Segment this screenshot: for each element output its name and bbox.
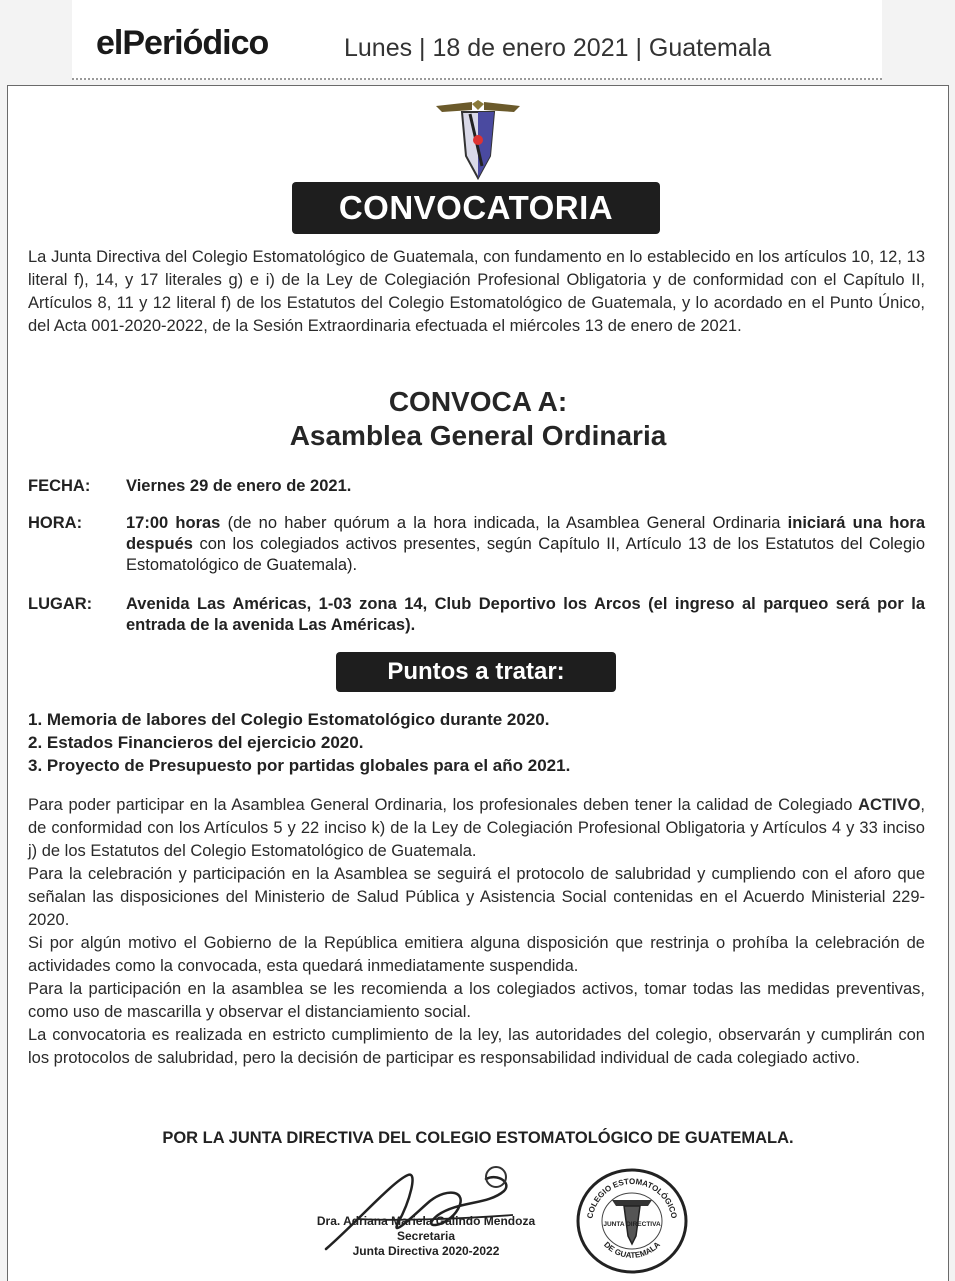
conditions-text [28,794,925,1070]
seal-text-mid: JUNTA DIRECTIVA [603,1221,661,1228]
agenda-item: 1. Memoria de labores del Colegio Estomatológico durante 2020. [28,710,550,729]
hora-text-1: (de no haber quórum a la hora indicada, la Asamblea General Ordinaria [220,514,788,532]
signer-block [281,1214,571,1259]
lugar-value: Avenida Las Américas, 1-03 zona 14, Club Deportivo los Arcos (el ingreso al parqueo será por la entrada de la avenida Las Américas). [126,595,925,634]
hora-time: 17:00 horas [126,514,221,532]
notice-title: CONVOCATORIA [292,182,660,234]
dateline: Lunes | 18 de enero 2021 | Guatemala [344,34,772,62]
points-heading: Puntos a tratar: [336,652,616,692]
preventive-measures-paragraph: Para la participación en la asamblea se les recomienda a los colegiados activos, tomar todas las medidas preventivas, como uso de mascarilla y observar el distanciamiento social. [28,980,925,1021]
participation-text-b: , de conformidad con los Artículos 5 y 22 inciso k) de la Ley de Colegiación Profesional Obligatoria y Artículos 4 y 33 inciso j) de los Estatutos del Colegio Estomatológico de Guatemala. [28,796,925,860]
hora-value [126,513,925,576]
agenda-item: 2. Estados Financieros del ejercicio 2020. [28,733,364,752]
convoca-heading [8,385,948,453]
agenda-item: 3. Proyecto de Presupuesto por partidas globales para el año 2021. [28,756,571,775]
signer-role: Secretaria [396,1229,456,1243]
official-seal [574,1166,690,1276]
participation-text-a: Para poder participar en la Asamblea General Ordinaria, los profesionales deben tener la calidad de Colegiado [28,796,859,814]
signoff-line: POR LA JUNTA DIRECTIVA DEL COLEGIO ESTOMATOLÓGICO DE GUATEMALA. [162,1129,794,1147]
seal-text-top: COLEGIO ESTOMATOLÓGICO [585,1176,679,1220]
agenda-list [28,708,925,777]
convoca-line-1: CONVOCA A: [388,386,568,417]
hora-delay: iniciará una hora después [126,514,926,553]
fecha-label: FECHA: [28,477,91,495]
signer-body: Junta Directiva 2020-2022 [352,1244,500,1258]
newspaper-logo: elPeriódico [96,24,269,62]
fecha-row [28,476,925,497]
hora-label: HORA: [28,514,83,532]
hora-text-2: con los colegiados activos presentes, según Capítulo II, Artículo 13 de los Estatutos del Colegio Estomatológico de Guatemala). [126,535,925,574]
health-protocol-paragraph: Para la celebración y participación en la Asamblea se seguirá el protocolo de salubridad y cumpliendo con el aforo que señalan las disposiciones del Ministerio de Salud Pública y Asistencia Social contenidas en el Acuerdo Ministerial 229-2020. [28,865,925,929]
lugar-row [28,594,925,636]
intro-paragraph: La Junta Directiva del Colegio Estomatológico de Guatemala, con fundamento en lo establecido en los artículos 10, 12, 13 literal f), 14, y 17 literales g) e i) de la Ley de Colegiación Profesional Obligatoria y de conformidad con el Capítulo II, Artículos 8, 11 y 12 literal f) de los Estatutos del Colegio Estomatológico de Guatemala, y lo acordado en el Punto Único, del Acta 001-2020-2022, de la Sesión Extraordinaria efectuada el miércoles 13 de enero de 2021. [28,248,925,335]
participation-paragraph [28,794,925,863]
newspaper-masthead [72,0,882,80]
hora-row [28,513,925,576]
fecha-value: Viernes 29 de enero de 2021. [126,477,352,495]
lugar-label: LUGAR: [28,595,93,613]
signer-name: Dra. Adriana Mariela Galindo Mendoza [316,1214,536,1228]
suspension-paragraph: Si por algún motivo el Gobierno de la República emitiera alguna disposición que restrinja o prohíba la celebración de actividades como la convocada, esta quedará inmediatamente suspendida. [28,934,925,975]
notice-page [7,85,949,1281]
seal-text-bottom: DE GUATEMALA [602,1240,662,1260]
responsibility-paragraph: La convocatoria es realizada en estricto cumplimiento de la ley, las autoridades del colegio, observarán y cumplirán con los protocolos de salubridad, pero la decisión de participar es responsabilidad individual de cada colegiado activo. [28,1026,925,1067]
activo-emphasis: ACTIVO [858,796,921,814]
college-emblem-icon [432,96,524,182]
convoca-line-2: Asamblea General Ordinaria [289,420,667,451]
